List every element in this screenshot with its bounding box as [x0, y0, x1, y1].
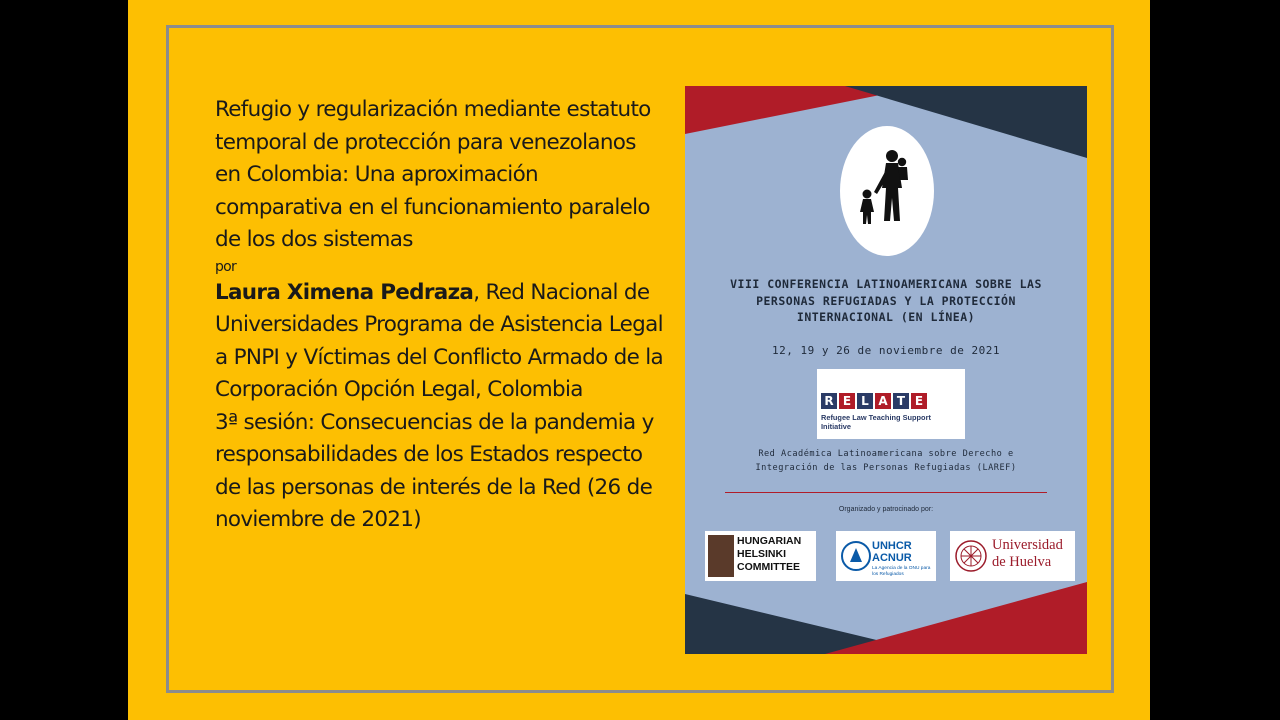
hhc-line-1: HUNGARIAN: [737, 535, 802, 547]
unhcr-line-1: UNHCR: [872, 540, 912, 552]
unhcr-wordmark: [872, 541, 936, 577]
author-affiliation: , Red Nacional de Universidades Programa de Asistencia Legal a PNPI y Víctimas del Conflicto Armado de la Corporación Opción Legal, Colombia: [215, 279, 664, 402]
unhcr-emblem-icon: [840, 540, 872, 572]
session-text: 3ª sesión: Consecuencias de la pandemia y responsabilidades de los Estados respecto de las personas de interés de la Red (26 de noviembre de 2021): [215, 409, 654, 532]
network-line-2: Integración de las Personas Refugiadas (LAREF): [755, 462, 1017, 473]
network-line-1: Red Académica Latinoamericana sobre Derecho e: [758, 449, 1014, 459]
unhcr-tagline: La Agencia de la ONU para los Refugiados: [872, 566, 931, 577]
conference-poster: [685, 86, 1087, 654]
talk-title: Refugio y regularización mediante estatuto temporal de protección para venezolanos en Colombia: Una aproximación comparativa en el funcionamiento paralelo de los dos sistemas: [215, 97, 651, 252]
conference-dates: 12, 19 y 26 de noviembre de 2021: [772, 344, 1000, 357]
relate-letter: L: [857, 393, 873, 409]
relate-letter: A: [875, 393, 891, 409]
relate-subtitle: Refugee Law Teaching Support Initiative: [821, 413, 931, 431]
relate-letter: E: [911, 393, 927, 409]
poster-divider: [725, 492, 1047, 493]
hungarian-helsinki-committee-logo: [705, 531, 816, 581]
relate-letter: R: [821, 393, 837, 409]
unhcr-line-2: ACNUR: [872, 551, 912, 564]
huelva-line-2: de Huelva: [992, 554, 1052, 570]
relate-letter: E: [839, 393, 855, 409]
conference-title: [685, 276, 1087, 326]
author-line: [215, 277, 665, 407]
conference-title-line-2: PERSONAS REFUGIADAS Y LA PROTECCIÓN: [756, 293, 1016, 308]
huelva-wordmark: [992, 537, 1063, 571]
hhc-line-2: HELSINKI: [737, 548, 787, 560]
relate-logo: [817, 369, 965, 439]
hhc-wordmark: [737, 535, 801, 574]
unhcr-logo: [836, 531, 936, 581]
organized-by-label: Organizado y patrocinado por:: [838, 506, 934, 513]
slide-text-column: [215, 94, 665, 537]
author-name: Laura Ximena Pedraza: [215, 279, 474, 305]
hhc-mark-icon: [708, 535, 734, 577]
triangle-bottom-right: [825, 582, 1087, 654]
huelva-seal-icon: [954, 539, 988, 573]
conference-title-line-3: INTERNACIONAL (EN LÍNEA): [796, 310, 976, 324]
universidad-de-huelva-logo: [950, 531, 1075, 581]
huelva-line-1: Universidad: [992, 537, 1063, 553]
relate-letter: T: [893, 393, 909, 409]
network-name: [685, 448, 1087, 475]
conference-title-line-1: VIII CONFERENCIA LATINOAMERICANA SOBRE LAS: [730, 277, 1042, 291]
refugee-family-icon: [840, 126, 934, 256]
relate-wordmark: [821, 393, 927, 409]
hhc-line-3: COMMITTEE: [737, 561, 800, 573]
refugee-family-emblem: [840, 126, 934, 256]
by-label: por: [215, 258, 237, 275]
